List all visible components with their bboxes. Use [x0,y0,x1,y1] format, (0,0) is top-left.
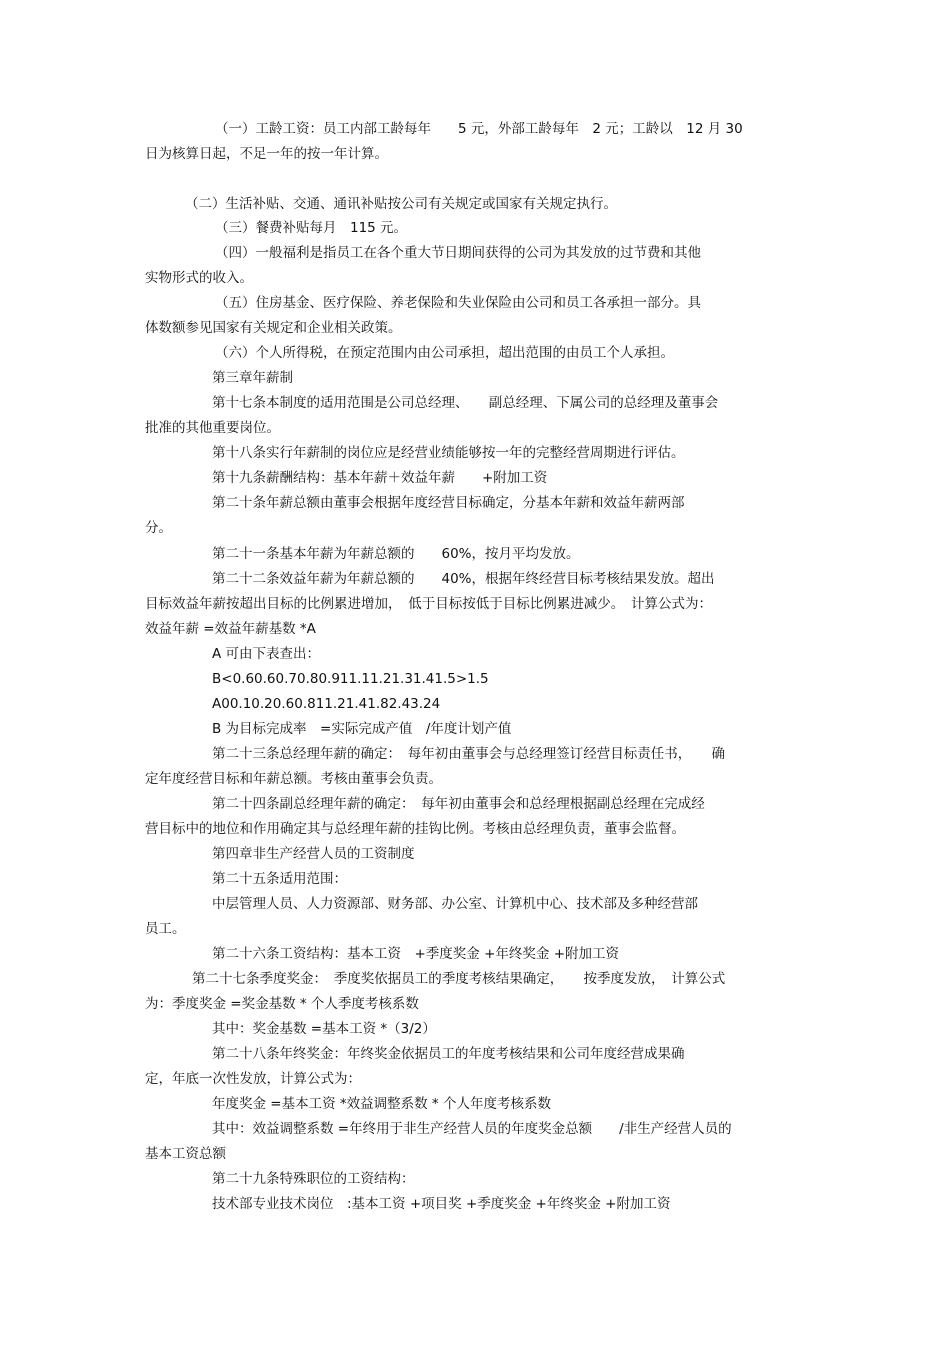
paragraph-line: 第二十三条总经理年薪的确定： 每年初由董事会与总经理签订经营目标责任书， 确 [212,746,725,762]
paragraph-line: 体数额参见国家有关规定和企业相关政策。 [145,320,402,336]
paragraph-line: 第十八条实行年薪制的岗位应是经营业绩能够按一年的完整经营周期进行评估。 [212,445,685,461]
formula-line: 为：季度奖金 =奖金基数 * 个人季度考核系数 [145,996,419,1012]
paragraph-line: 第二十七条季度奖金： 季度奖依据员工的季度考核结果确定， 按季度发放， 计算公式 [192,971,726,987]
table-row-a: A00.10.20.60.811.21.41.82.43.24 [212,696,441,712]
paragraph-line: 批准的其他重要岗位。 [145,420,280,436]
table-row-b: B<0.60.60.70.80.911.11.21.31.41.5>1.5 [212,671,489,687]
paragraph-line: （四）一般福利是指员工在各个重大节日期间获得的公司为其发放的过节费和其他 [215,245,701,261]
paragraph-line: （一）工龄工资：员工内部工龄每年 5 元，外部工龄每年 2 元；工龄以 12 月 30 [215,121,743,137]
paragraph-line: A 可由下表查出： [212,646,321,662]
paragraph-line: 第二十六条工资结构：基本工资 +季度奖金 +年终奖金 +附加工资 [212,946,620,962]
formula-line: B 为目标完成率 =实际完成产值 /年度计划产值 [212,721,512,737]
formula-line: 年度奖金 =基本工资 *效益调整系数 * 个人年度考核系数 [212,1096,551,1112]
paragraph-line: 第二十九条特殊职位的工资结构： [212,1171,415,1187]
paragraph-line: （三）餐费补贴每月 115 元。 [215,220,408,236]
chapter-heading: 第四章非生产经营人员的工资制度 [212,846,415,862]
paragraph-line: 分。 [145,520,172,536]
paragraph-line: 员工。 [145,921,186,937]
chapter-heading: 第三章年薪制 [212,370,293,386]
paragraph-line: 第二十二条效益年薪为年薪总额的 40%，根据年终经营目标考核结果发放。超出 [212,571,715,587]
paragraph-line: 营目标中的地位和作用确定其与总经理年薪的挂钩比例。考核由总经理负责，董事会监督。 [145,821,685,837]
paragraph-line: 第二十五条适用范围： [212,871,347,887]
paragraph-line: 第二十四条副总经理年薪的确定： 每年初由董事会和总经理根据副总经理在完成经 [212,796,705,812]
paragraph-line: （六）个人所得税，在预定范围内由公司承担，超出范围的由员工个人承担。 [215,345,674,361]
paragraph-line: 目标效益年薪按超出目标的比例累进增加， 低于目标按低于目标比例累进减少。 计算公式为： [145,596,712,612]
paragraph-line: 第二十条年薪总额由董事会根据年度经营目标确定，分基本年薪和效益年薪两部 [212,495,685,511]
paragraph-line: 定，年底一次性发放，计算公式为： [145,1071,361,1087]
paragraph-line: 第二十八条年终奖金：年终奖金依据员工的年度考核结果和公司年度经营成果确 [212,1046,685,1062]
paragraph-line: 第十九条薪酬结构：基本年薪＋效益年薪 +附加工资 [212,470,548,486]
paragraph-line: 第二十一条基本年薪为年薪总额的 60%，按月平均发放。 [212,546,580,562]
paragraph-line: （五）住房基金、医疗保险、养老保险和失业保险由公司和员工各承担一部分。具 [215,295,701,311]
paragraph-line: 中层管理人员、人力资源部、财务部、办公室、计算机中心、技术部及多种经营部 [212,896,698,912]
paragraph-line: 技术部专业技术岗位 :基本工资 +项目奖 +季度奖金 +年终奖金 +附加工资 [212,1196,671,1212]
paragraph-line: 定年度经营目标和年薪总额。考核由董事会负责。 [145,771,442,787]
paragraph-line: 日为核算日起，不足一年的按一年计算。 [145,146,388,162]
formula-line: 其中：效益调整系数 =年终用于非生产经营人员的年度奖金总额 /非生产经营人员的 [212,1121,732,1137]
paragraph-line: 第十七条本制度的适用范围是公司总经理、 副总经理、下属公司的总经理及董事会 [212,395,719,411]
formula-line: 其中：奖金基数 =基本工资 *（3/2） [212,1021,436,1037]
formula-line: 效益年薪 =效益年薪基数 *A [145,621,316,637]
paragraph-line: （二）生活补贴、交通、通讯补贴按公司有关规定或国家有关规定执行。 [185,196,617,212]
paragraph-line: 基本工资总额 [145,1146,226,1162]
paragraph-line: 实物形式的收入。 [145,270,253,286]
